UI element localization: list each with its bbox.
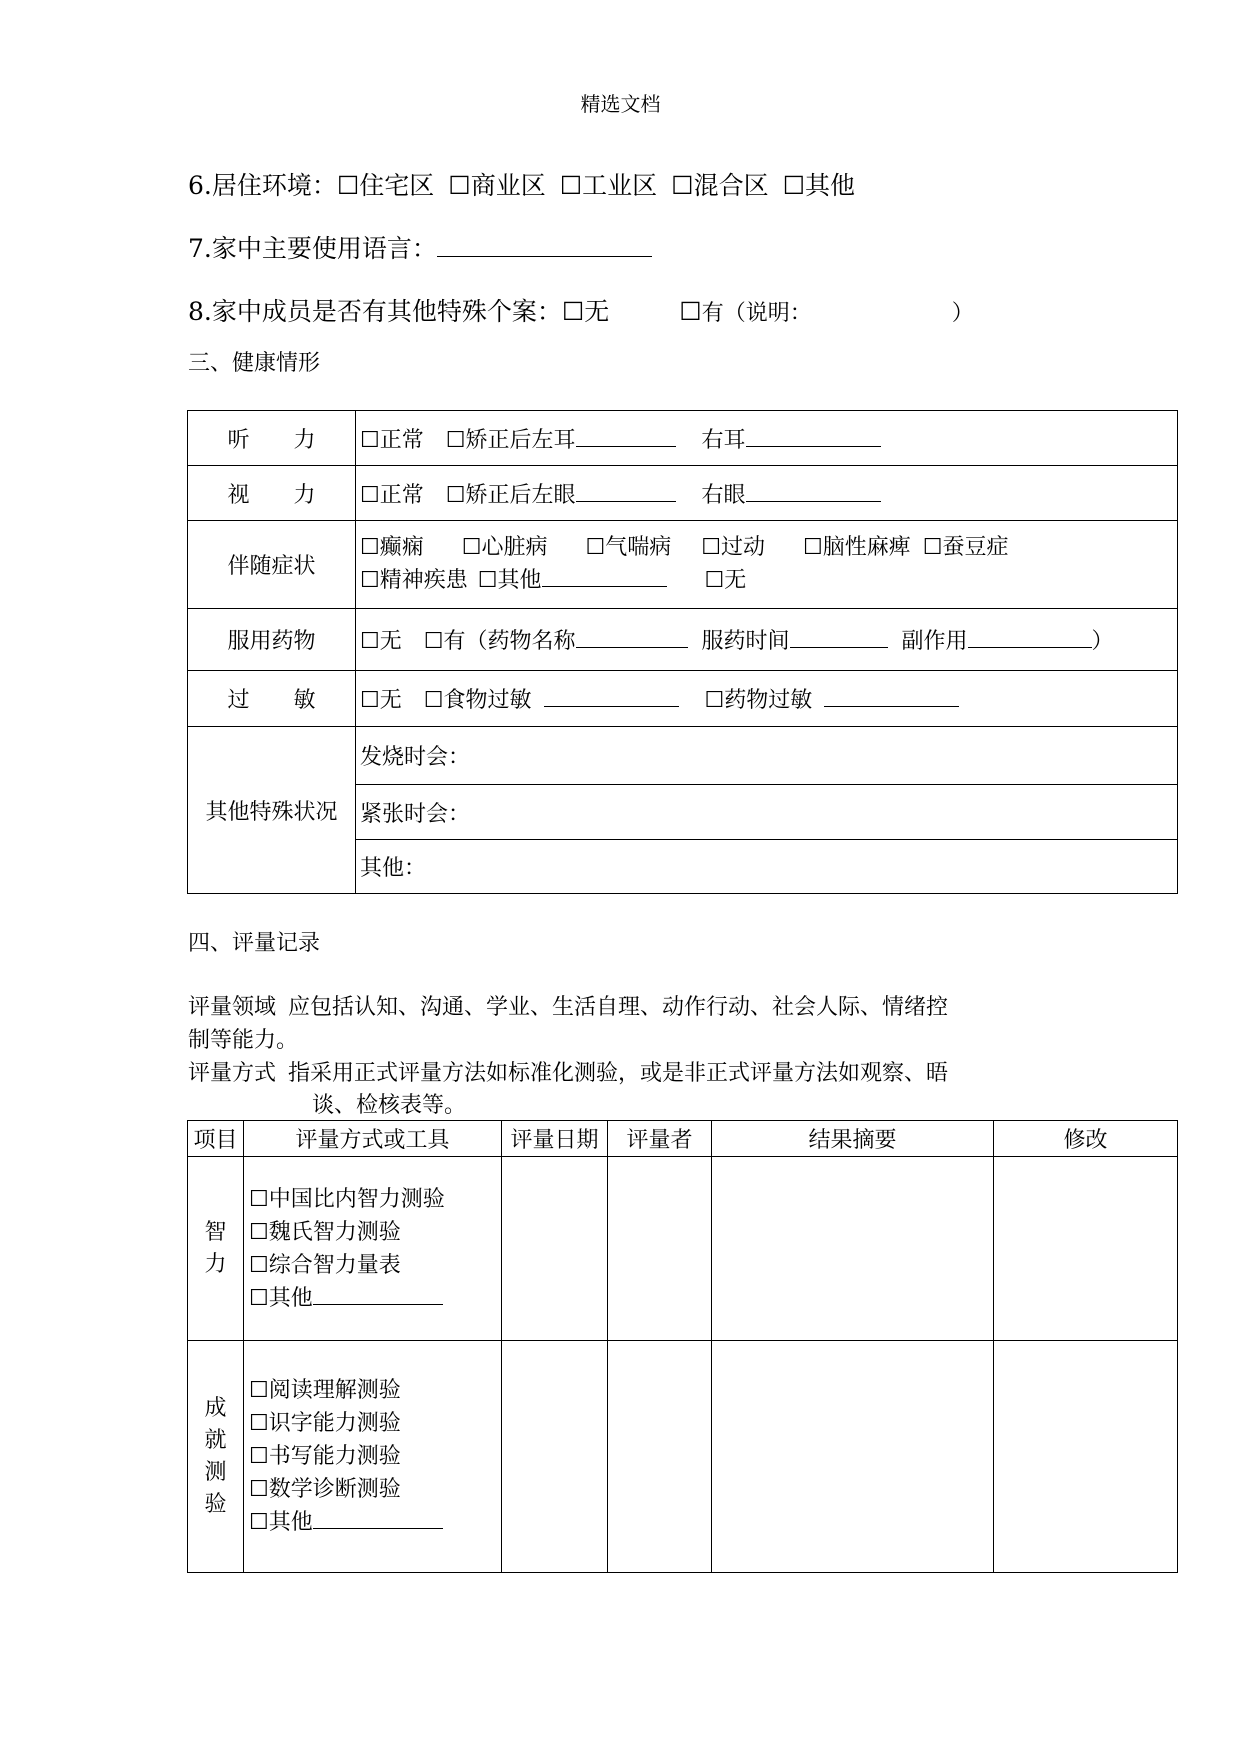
hearing-corrected-label: 矫正后左耳	[465, 427, 576, 453]
checkbox-achieve-other[interactable]	[249, 1510, 269, 1535]
med-name-blank[interactable]	[576, 625, 688, 648]
achievement-tools	[244, 1341, 502, 1573]
checkbox-residential[interactable]	[337, 171, 359, 200]
intel-assessor-cell[interactable]	[608, 1157, 712, 1341]
checkbox-reading[interactable]	[249, 1378, 269, 1403]
food-allergy-label: 食物过敏	[443, 688, 532, 713]
checkbox-favism[interactable]	[923, 535, 943, 560]
tool-writing: 书写能力测验	[268, 1444, 401, 1469]
language-blank[interactable]	[437, 234, 652, 257]
other-fever[interactable]: 发烧时会：	[356, 727, 1178, 785]
assessment-domain-line2: 制等能力。	[188, 1028, 299, 1053]
method-text-1: 指采用正式评量方法如标准化测验，或是非正式评量方法如观察、晤	[288, 1061, 949, 1086]
option-residential: 住宅区	[359, 171, 435, 200]
tool-binet: 中国比内智力测验	[268, 1186, 445, 1212]
assessment-header-row	[188, 1121, 1178, 1157]
checkbox-literacy[interactable]	[249, 1411, 269, 1436]
q8-yes-label: 有（说明：	[701, 301, 812, 326]
other-nervous[interactable]: 紧张时会：	[356, 785, 1178, 840]
med-no-label: 无	[379, 629, 402, 654]
symptom-favism: 蚕豆症	[942, 535, 1009, 560]
checkbox-mixed[interactable]	[671, 171, 693, 200]
q7-label: 7.家中主要使用语言：	[188, 234, 437, 263]
checkbox-vision-normal[interactable]	[360, 483, 380, 508]
label-allergy: 过 敏	[188, 671, 356, 727]
checkbox-food-allergy[interactable]	[424, 688, 444, 713]
symptom-none: 无	[724, 568, 747, 593]
label-achievement	[188, 1341, 244, 1573]
tool-wechsler: 魏氏智力测验	[268, 1219, 401, 1245]
option-industrial: 工业区	[582, 171, 658, 200]
question-living-environment	[188, 166, 855, 202]
row-vision	[188, 466, 1178, 521]
achieve-date-cell[interactable]	[502, 1341, 608, 1573]
checkbox-cerebral-palsy[interactable]	[803, 535, 823, 560]
section-health-title: 三、健康情形	[188, 351, 321, 376]
achieve-other-blank[interactable]	[313, 1506, 443, 1529]
checkbox-symptom-other[interactable]	[478, 568, 498, 593]
checkbox-math[interactable]	[249, 1477, 269, 1502]
section-assessment-title: 四、评量记录	[188, 931, 321, 956]
intel-date-cell[interactable]	[502, 1157, 608, 1341]
allergy-content	[356, 671, 1178, 727]
vision-content	[356, 466, 1178, 521]
label-medication: 服用药物	[188, 609, 356, 671]
vision-corrected-label: 矫正后左眼	[465, 482, 576, 508]
hearing-content	[356, 411, 1178, 466]
checkbox-heart[interactable]	[462, 535, 482, 560]
row-other-1	[188, 727, 1178, 785]
page-header: 精选文档	[580, 92, 661, 116]
assessment-table	[187, 1120, 1178, 1573]
checkbox-hearing-normal[interactable]	[360, 428, 380, 453]
checkbox-vision-corrected[interactable]	[446, 483, 466, 508]
checkbox-q8-yes[interactable]	[679, 297, 701, 326]
tool-math: 数学诊断测验	[268, 1477, 401, 1502]
row-intelligence	[188, 1157, 1178, 1341]
hearing-right-label: 右耳	[701, 427, 746, 453]
checkbox-hearing-corrected[interactable]	[446, 428, 466, 453]
row-achievement	[188, 1341, 1178, 1573]
symptom-heart: 心脏病	[481, 535, 548, 560]
row-medication	[188, 609, 1178, 671]
domain-label: 评量领域	[188, 995, 277, 1020]
checkbox-other-env[interactable]	[783, 171, 805, 200]
tool-literacy: 识字能力测验	[268, 1411, 401, 1436]
assessment-domain-line1	[188, 990, 948, 1021]
symptoms-content	[356, 521, 1178, 609]
label-hearing: 听 力	[188, 411, 356, 466]
checkbox-epilepsy[interactable]	[360, 535, 380, 560]
checkbox-q8-no[interactable]	[562, 297, 584, 326]
symptom-epilepsy: 癫痫	[379, 535, 424, 560]
label-vision: 视 力	[188, 466, 356, 521]
med-time-blank[interactable]	[790, 625, 888, 648]
checkbox-industrial[interactable]	[560, 171, 582, 200]
other-misc[interactable]: 其他：	[356, 840, 1178, 894]
label-symptoms: 伴随症状	[188, 521, 356, 609]
domain-text-1: 应包括认知、沟通、学业、生活自理、动作行动、社会人际、情绪控	[288, 995, 949, 1020]
checkbox-med-yes[interactable]	[424, 629, 444, 654]
medication-content	[356, 609, 1178, 671]
food-allergy-blank[interactable]	[544, 684, 679, 707]
tool-reading: 阅读理解测验	[268, 1378, 401, 1403]
header-assessor: 评量者	[608, 1121, 712, 1157]
header-revision: 修改	[994, 1121, 1178, 1157]
achievement-label-text: 成就测验	[204, 1395, 227, 1517]
symptom-asthma: 气喘病	[605, 535, 672, 560]
q6-label: 6.居住环境：	[188, 171, 337, 200]
checkbox-writing[interactable]	[249, 1444, 269, 1469]
tool-comprehensive: 综合智力量表	[268, 1252, 401, 1278]
med-yes-label: 有（药物名称	[443, 629, 576, 654]
intelligence-label-text: 智力	[204, 1219, 227, 1277]
health-table	[187, 410, 1178, 894]
checkbox-asthma[interactable]	[586, 535, 606, 560]
symptom-mental: 精神疾患	[379, 568, 468, 593]
q8-no-label: 无	[584, 297, 610, 326]
intel-other-blank[interactable]	[313, 1282, 443, 1305]
symptom-cerebral-palsy: 脑性麻痺	[822, 535, 911, 560]
option-commercial: 商业区	[470, 171, 546, 200]
intel-summary-cell[interactable]	[712, 1157, 994, 1341]
med-side-blank[interactable]	[968, 625, 1092, 648]
med-time-label: 服药时间	[701, 629, 790, 654]
med-close-paren: ）	[1091, 629, 1114, 654]
allergy-no-label: 无	[379, 688, 402, 713]
checkbox-intel-other[interactable]	[249, 1286, 269, 1311]
q8-label: 8.家中成员是否有其他特殊个案：	[188, 297, 562, 326]
assessment-method-line2: 谈、检核表等。	[312, 1093, 467, 1118]
intel-revision-cell[interactable]	[994, 1157, 1178, 1341]
right-ear-blank[interactable]	[746, 424, 881, 447]
checkbox-wechsler[interactable]	[249, 1220, 269, 1245]
vision-normal-label: 正常	[379, 482, 424, 508]
question-home-language	[188, 229, 652, 265]
hearing-normal-label: 正常	[379, 427, 424, 453]
checkbox-drug-allergy[interactable]	[705, 688, 725, 713]
symptom-other-blank[interactable]	[542, 564, 667, 587]
symptom-adhd: 过动	[720, 535, 765, 560]
checkbox-mental[interactable]	[360, 568, 380, 593]
symptom-other: 其他	[497, 568, 542, 593]
vision-right-label: 右眼	[701, 482, 746, 508]
label-intelligence	[188, 1157, 244, 1341]
drug-allergy-label: 药物过敏	[724, 688, 813, 713]
header-item: 项目	[188, 1121, 244, 1157]
left-ear-blank[interactable]	[576, 424, 676, 447]
achieve-revision-cell[interactable]	[994, 1341, 1178, 1573]
checkbox-med-no[interactable]	[360, 629, 380, 654]
med-side-label: 副作用	[901, 629, 968, 654]
checkbox-adhd[interactable]	[701, 535, 721, 560]
header-summary: 结果摘要	[712, 1121, 994, 1157]
label-other-special: 其他特殊状况	[188, 727, 356, 894]
intelligence-tools	[244, 1157, 502, 1341]
tool-achieve-other: 其他	[268, 1510, 313, 1535]
row-symptoms	[188, 521, 1178, 609]
header-date: 评量日期	[502, 1121, 608, 1157]
achieve-assessor-cell[interactable]	[608, 1341, 712, 1573]
row-allergy	[188, 671, 1178, 727]
checkbox-allergy-no[interactable]	[360, 688, 380, 713]
q8-close-paren: ）	[951, 301, 974, 326]
question-special-cases	[188, 292, 974, 328]
left-eye-blank[interactable]	[576, 479, 676, 502]
method-label: 评量方式	[188, 1061, 277, 1086]
header-method: 评量方式或工具	[244, 1121, 502, 1157]
option-other-env: 其他	[805, 171, 856, 200]
drug-allergy-blank[interactable]	[824, 684, 959, 707]
tool-intel-other: 其他	[268, 1285, 313, 1311]
right-eye-blank[interactable]	[746, 479, 881, 502]
option-mixed: 混合区	[693, 171, 769, 200]
row-hearing	[188, 411, 1178, 466]
checkbox-symptom-none[interactable]	[705, 568, 725, 593]
checkbox-commercial[interactable]	[448, 171, 470, 200]
achieve-summary-cell[interactable]	[712, 1341, 994, 1573]
checkbox-binet[interactable]	[249, 1187, 269, 1212]
assessment-method-line1	[188, 1056, 948, 1087]
checkbox-comprehensive[interactable]	[249, 1253, 269, 1278]
